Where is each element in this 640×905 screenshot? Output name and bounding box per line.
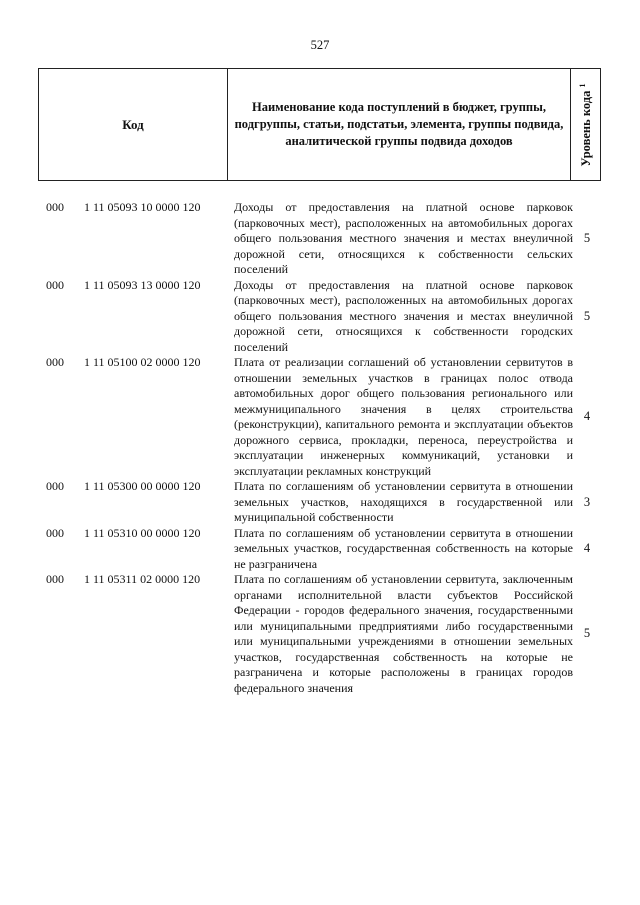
row-code: 1 11 05311 02 0000 120 [84, 572, 201, 586]
row-prefix: 000 [46, 277, 64, 292]
header-name: Наименование кода поступлений в бюджет, группы, подгруппы, статьи, подстатьи, элемента, группы подвида, аналитической группы подвида доходов [228, 69, 571, 180]
row-level: 4 [583, 409, 591, 424]
table-row [38, 355, 601, 479]
row-level: 5 [583, 626, 591, 641]
row-text: Плата по соглашениям об установлении сервитута в отношении земельных участков, государственная собственность на которые не разграничена [234, 525, 573, 571]
table-header [38, 68, 601, 181]
row-code: 1 11 05093 13 0000 120 [84, 277, 201, 292]
row-text: Доходы от предоставления на платной основе парковок (парковочных мест), расположенных на автомобильных дорогах общего пользования местного значения и местах внеуличной дорожной сети, относящихся к собственности городских поселений [234, 277, 573, 354]
header-level-cell [571, 69, 600, 180]
row-level: 5 [583, 308, 591, 323]
row-prefix: 000 [46, 572, 64, 586]
page-number: 527 [310, 38, 330, 52]
table-row [38, 572, 601, 696]
row-level: 5 [583, 231, 591, 245]
row-level: 3 [583, 494, 591, 509]
table-row [38, 278, 601, 356]
header-code: Код [39, 69, 228, 180]
row-prefix: 000 [46, 355, 64, 369]
table-row [38, 479, 601, 526]
header-level-label: Уровень кода [578, 90, 593, 166]
row-prefix: 000 [46, 525, 64, 540]
row-code: 1 11 05100 02 0000 120 [84, 355, 201, 369]
row-code: 1 11 05300 00 0000 120 [84, 479, 201, 493]
row-code: 1 11 05310 00 0000 120 [84, 525, 201, 540]
row-text: Плата от реализации соглашений об установлении сервитутов в отношении земельных участков в границах полос отвода автомобильных дорог общего пользования регионального или межмуниципального значения в целях строительства (реконструкции), капитального ремонта и эксплуатации объектов дорожного сервиса, прокладки, переноса, переустройства и эксплуатации инженерных коммуникаций, установки и эксплуатации рекламных конструкций [234, 355, 573, 478]
row-text: Плата по соглашениям об установлении сервитута в отношении земельных участков, находящихся в государственной или муниципальной собственности [234, 479, 573, 524]
row-text: Доходы от предоставления на платной основе парковок (парковочных мест), расположенных на автомобильных дорогах общего пользования местного значения и местах внеуличной дорожной сети, относящихся к собственности сельских поселений [234, 200, 573, 276]
row-prefix: 000 [46, 200, 64, 214]
row-level: 4 [583, 541, 591, 555]
header-level-footnote: 1 [577, 83, 587, 88]
table-row [38, 526, 601, 573]
table-row [38, 200, 601, 278]
row-text: Плата по соглашениям об установлении сервитута, заключенным органами исполнительной власти субъектов Российской Федерации - городов федерального значения, государственными или муниципальными предприятиями либо государственными или муниципальными учреждениями в отношении земельных участков, государственная собственность на которые не разграничена и которые расположены в границах городов федерального значения [234, 572, 573, 695]
header-level [577, 83, 593, 166]
table-body [38, 200, 601, 696]
row-code: 1 11 05093 10 0000 120 [84, 200, 201, 214]
row-prefix: 000 [46, 479, 64, 493]
